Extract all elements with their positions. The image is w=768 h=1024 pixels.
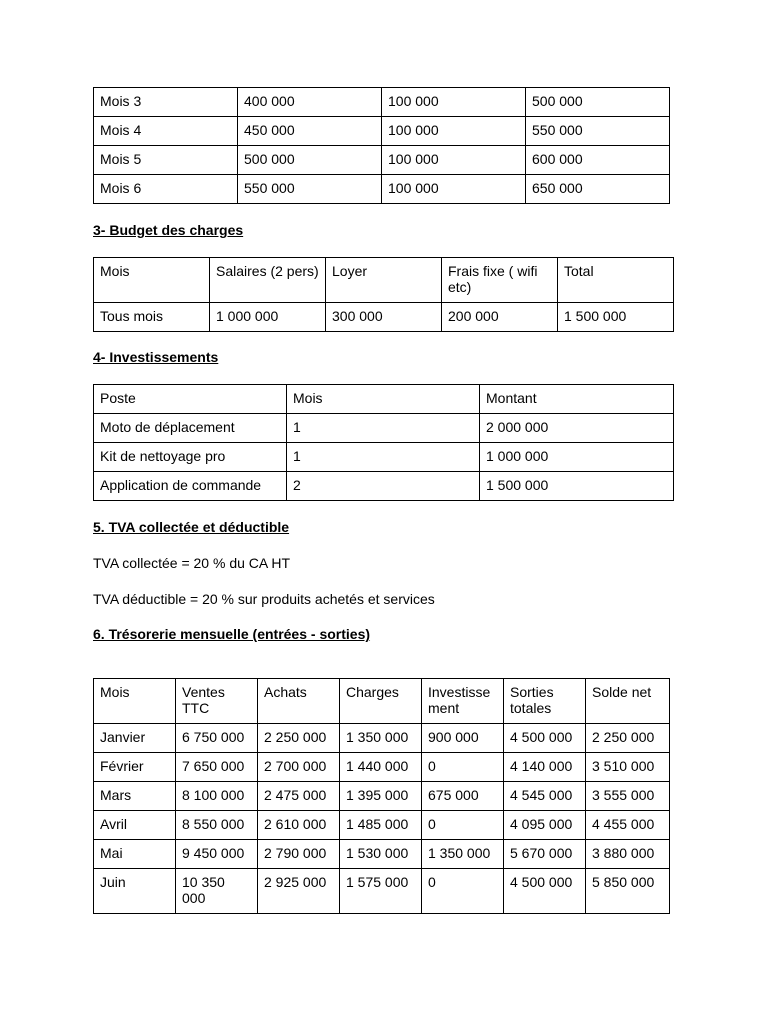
table-cell: 3 555 000 [586, 782, 670, 811]
table-cell: 6 750 000 [176, 724, 258, 753]
table-cell: 2 925 000 [258, 869, 340, 914]
table-cell: 675 000 [422, 782, 504, 811]
table-cell: 1 395 000 [340, 782, 422, 811]
table-cell: 10 350 000 [176, 869, 258, 914]
table-cell: 4 455 000 [586, 811, 670, 840]
paragraph: TVA collectée = 20 % du CA HT [93, 555, 291, 571]
table-header-cell: Mois [287, 385, 480, 414]
table-header-row [94, 385, 674, 414]
table-header-cell: Solde net [586, 679, 670, 724]
section-heading: 4- Investissements [93, 349, 219, 365]
table-cell: 8 100 000 [176, 782, 258, 811]
table-cell: 4 500 000 [504, 724, 586, 753]
table-header-row [94, 258, 674, 303]
table-cell: 650 000 [526, 175, 670, 204]
paragraph: TVA déductible = 20 % sur produits achetés et services [93, 591, 435, 607]
table-cell: 2 250 000 [586, 724, 670, 753]
table-cell: 600 000 [526, 146, 670, 175]
table-cell: Février [94, 753, 176, 782]
section-heading: 6. Trésorerie mensuelle (entrées - sorties) [93, 626, 371, 642]
table-row [94, 840, 670, 869]
charges-table [93, 257, 674, 332]
table-cell: 4 500 000 [504, 869, 586, 914]
table-cell: 4 140 000 [504, 753, 586, 782]
table-cell: Avril [94, 811, 176, 840]
table-cell: 1 350 000 [340, 724, 422, 753]
table-cell: 2 790 000 [258, 840, 340, 869]
table-cell: 1 485 000 [340, 811, 422, 840]
table-cell: 4 545 000 [504, 782, 586, 811]
table-header-cell: Frais fixe ( wifi etc) [442, 258, 558, 303]
table-row [94, 724, 670, 753]
table-row [94, 811, 670, 840]
table-cell: Mois 5 [94, 146, 238, 175]
table-row [94, 443, 674, 472]
table-header-cell: Mois [94, 679, 176, 724]
table-cell: 550 000 [526, 117, 670, 146]
table-header-cell: Loyer [326, 258, 442, 303]
table-cell: 450 000 [238, 117, 382, 146]
table-row [94, 782, 670, 811]
table-row [94, 869, 670, 914]
table-cell: 200 000 [442, 303, 558, 332]
table-cell: Mois 3 [94, 88, 238, 117]
table-cell: 1 440 000 [340, 753, 422, 782]
table-cell: 2 [287, 472, 480, 501]
revenue-table [93, 87, 670, 204]
table-cell: 5 850 000 [586, 869, 670, 914]
table-row [94, 146, 670, 175]
table-cell: Moto de déplacement [94, 414, 287, 443]
table-cell: 1 000 000 [210, 303, 326, 332]
table-cell: 1 [287, 414, 480, 443]
table-header-row [94, 679, 670, 724]
table-cell: Mois 6 [94, 175, 238, 204]
table-cell: 2 000 000 [480, 414, 674, 443]
table-cell: Application de commande [94, 472, 287, 501]
table-header-cell: Charges [340, 679, 422, 724]
table-cell: 100 000 [382, 146, 526, 175]
table-cell: 0 [422, 869, 504, 914]
table-cell: 1 000 000 [480, 443, 674, 472]
table-cell: Tous mois [94, 303, 210, 332]
table-cell: Janvier [94, 724, 176, 753]
table-cell: 1 350 000 [422, 840, 504, 869]
table-cell: 2 700 000 [258, 753, 340, 782]
table-cell: 0 [422, 811, 504, 840]
table-row [94, 753, 670, 782]
table-cell: 1 500 000 [558, 303, 674, 332]
table-row [94, 303, 674, 332]
table-cell: 1 530 000 [340, 840, 422, 869]
section-heading: 5. TVA collectée et déductible [93, 519, 290, 535]
section-heading: 3- Budget des charges [93, 222, 244, 238]
table-cell: 3 510 000 [586, 753, 670, 782]
table-cell: 100 000 [382, 88, 526, 117]
table-cell: 900 000 [422, 724, 504, 753]
table-cell: Mois 4 [94, 117, 238, 146]
table-cell: Mars [94, 782, 176, 811]
table-cell: 100 000 [382, 117, 526, 146]
table-header-cell: Investissement [422, 679, 504, 724]
table-cell: 0 [422, 753, 504, 782]
table-cell: 7 650 000 [176, 753, 258, 782]
table-cell: 500 000 [526, 88, 670, 117]
table-cell: 550 000 [238, 175, 382, 204]
table-cell: 2 475 000 [258, 782, 340, 811]
table-cell: 300 000 [326, 303, 442, 332]
table-header-cell: Mois [94, 258, 210, 303]
table-cell: Juin [94, 869, 176, 914]
table-cell: 2 610 000 [258, 811, 340, 840]
table-row [94, 88, 670, 117]
table-header-cell: Total [558, 258, 674, 303]
table-header-cell: Montant [480, 385, 674, 414]
table-cell: 1 [287, 443, 480, 472]
table-cell: Mai [94, 840, 176, 869]
table-cell: 9 450 000 [176, 840, 258, 869]
table-cell: 2 250 000 [258, 724, 340, 753]
table-cell: 500 000 [238, 146, 382, 175]
table-cell: 400 000 [238, 88, 382, 117]
table-cell: 5 670 000 [504, 840, 586, 869]
table-row [94, 472, 674, 501]
table-cell: 100 000 [382, 175, 526, 204]
table-header-cell: Salaires (2 pers) [210, 258, 326, 303]
table-header-cell: Achats [258, 679, 340, 724]
table-cell: Kit de nettoyage pro [94, 443, 287, 472]
table-header-cell: Poste [94, 385, 287, 414]
table-cell: 8 550 000 [176, 811, 258, 840]
table-cell: 4 095 000 [504, 811, 586, 840]
table-cell: 1 575 000 [340, 869, 422, 914]
table-header-cell: Ventes TTC [176, 679, 258, 724]
table-header-cell: Sorties totales [504, 679, 586, 724]
investments-table [93, 384, 674, 501]
table-row [94, 117, 670, 146]
table-cell: 1 500 000 [480, 472, 674, 501]
table-row [94, 414, 674, 443]
table-cell: 3 880 000 [586, 840, 670, 869]
treasury-table [93, 678, 670, 914]
table-row [94, 175, 670, 204]
